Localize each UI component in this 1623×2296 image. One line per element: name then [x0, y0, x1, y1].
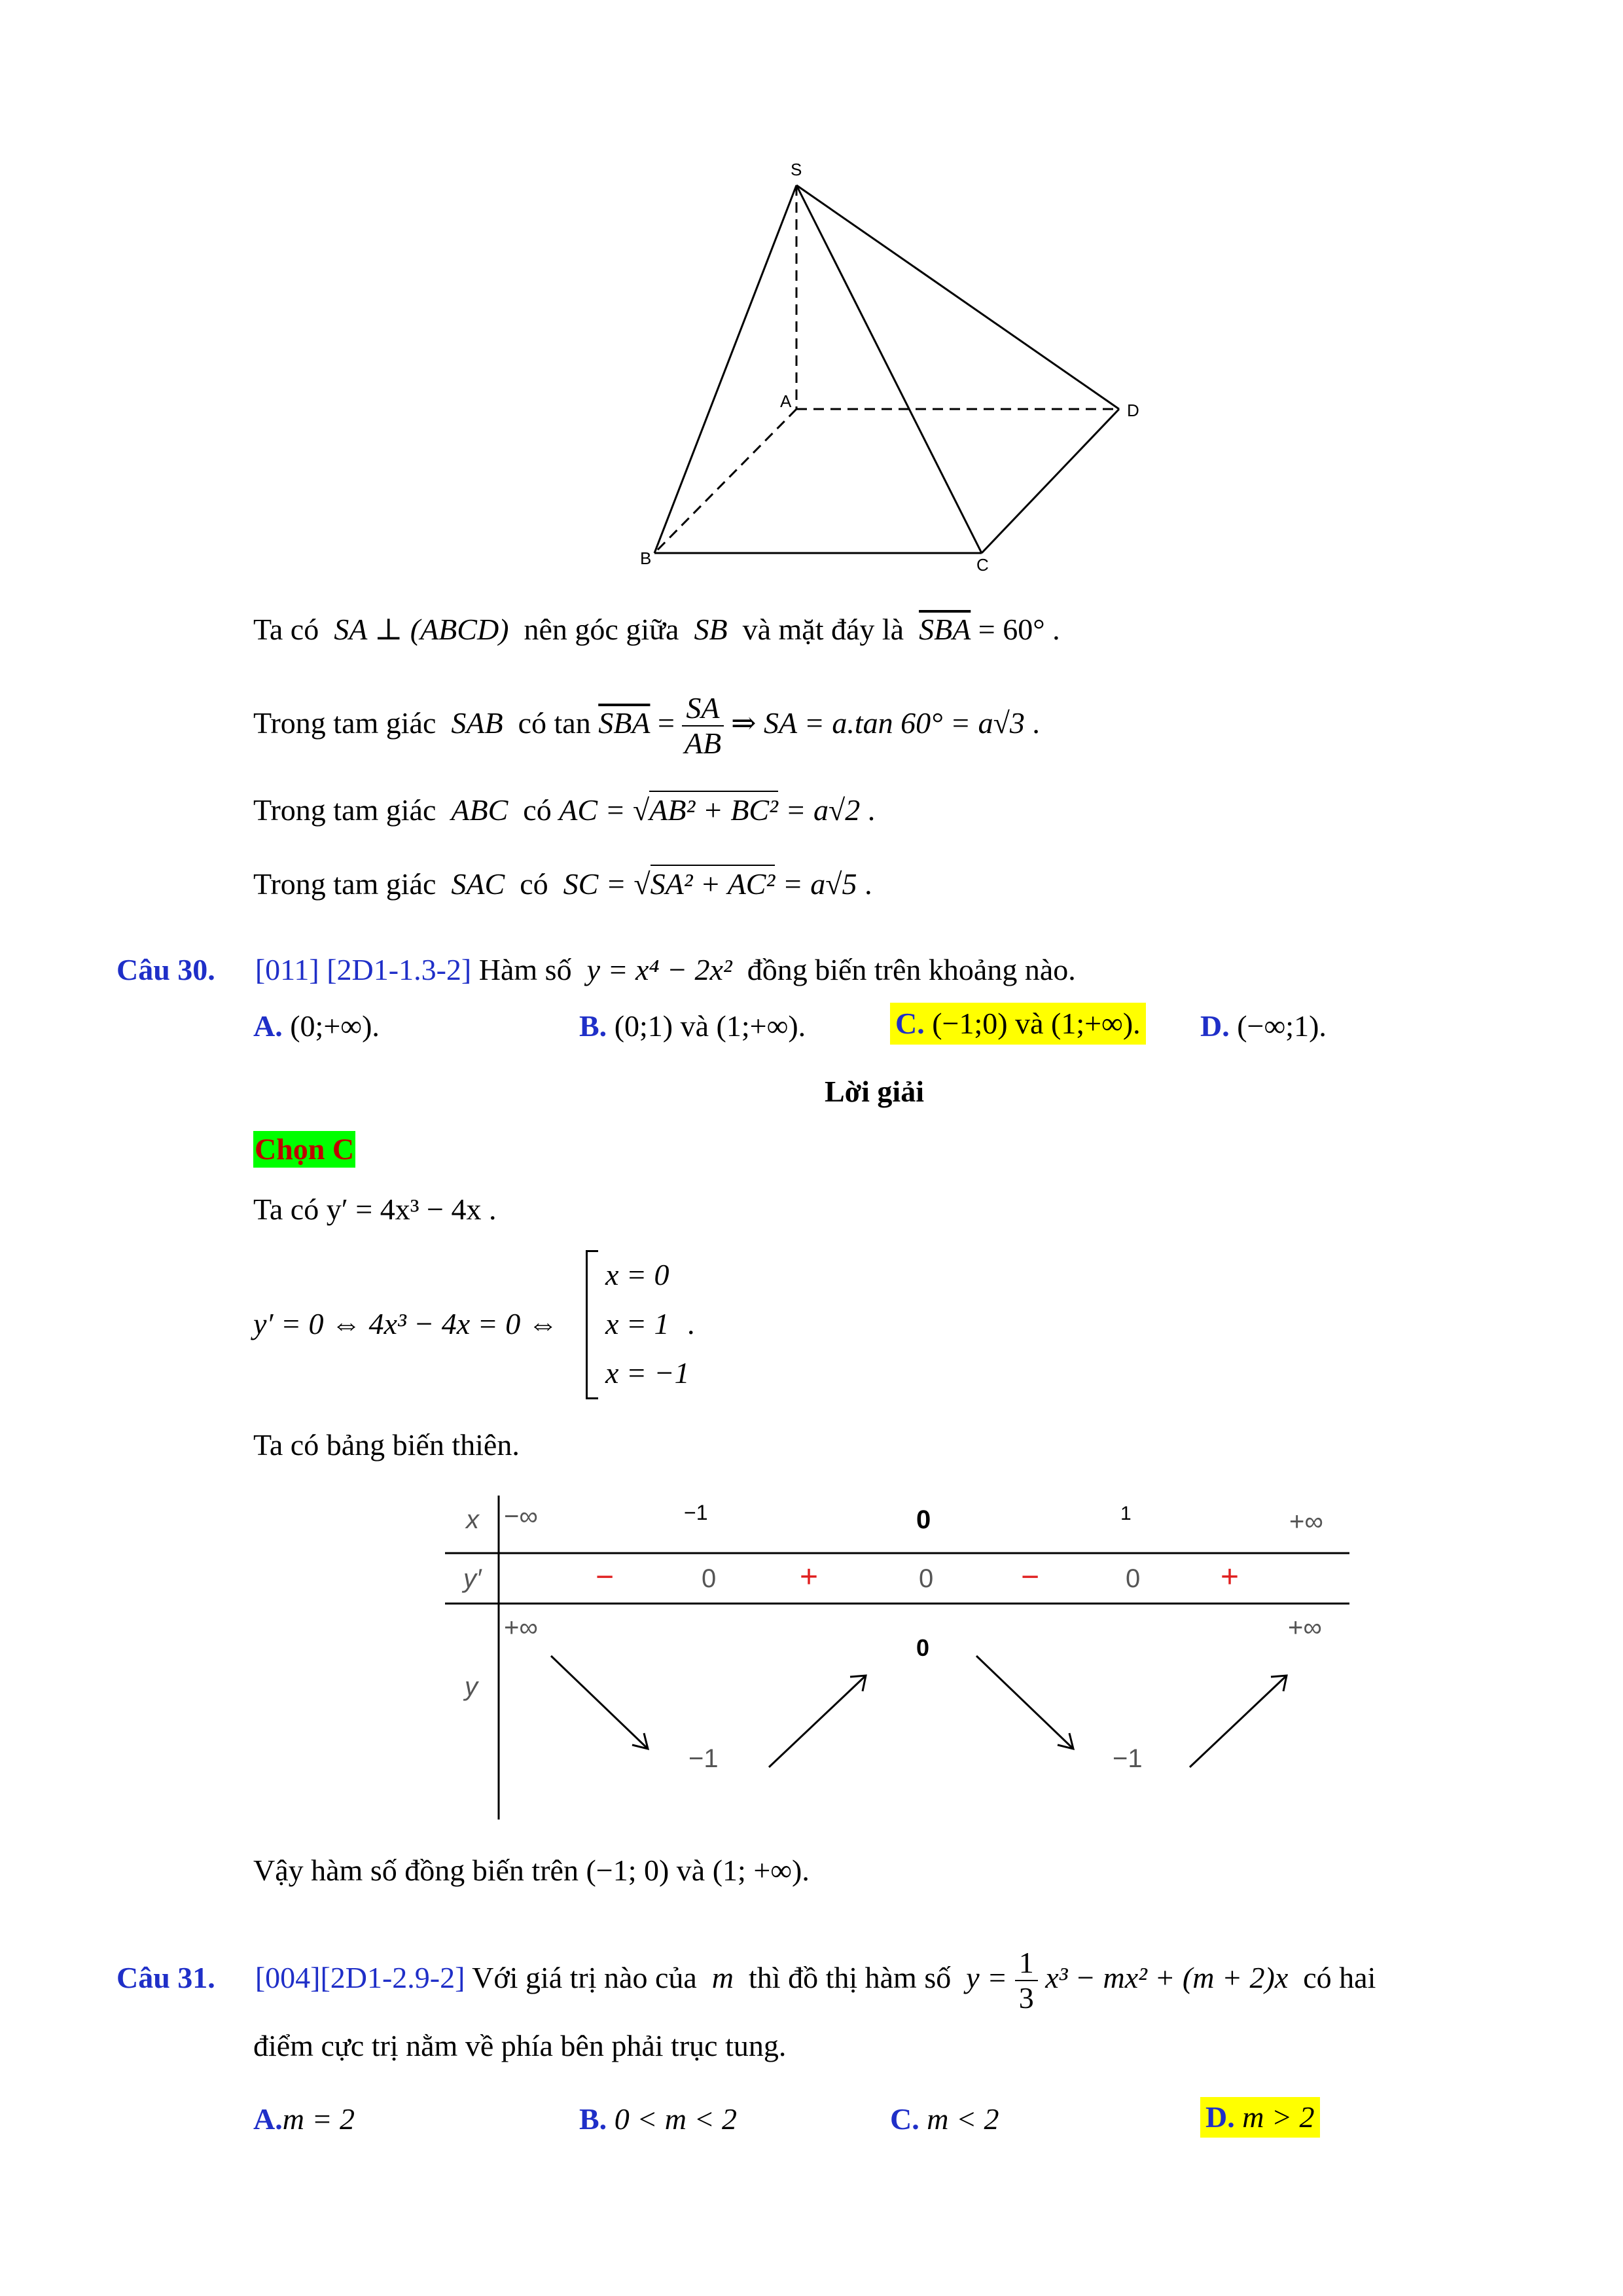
yp-sign-1: − — [596, 1560, 615, 1594]
vertex-b-label: B — [640, 548, 652, 568]
y-value-2: −1 — [688, 1744, 719, 1773]
q31-option-c[interactable]: C. m < 2 — [890, 2102, 999, 2136]
x-value-3: 0 — [916, 1505, 931, 1534]
vertex-d-label: D — [1127, 401, 1139, 420]
question-30-label: Câu 30. — [116, 953, 215, 986]
y-value-3: 0 — [916, 1634, 930, 1661]
question-30: Câu 30. [011] [2D1-1.3-2] Hàm số y = x⁴ − 2x² đồng biến trên khoảng nào. — [116, 953, 1076, 986]
chosen-answer: Chọn C — [253, 1131, 355, 1168]
question-31-line-2: điểm cực trị nằm về phía bên phải trục tung. — [253, 2029, 787, 2062]
yp-sign-2: + — [800, 1560, 819, 1594]
question-30-tags: [011] [2D1-1.3-2] — [255, 953, 472, 986]
q30-option-d[interactable]: D. (−∞;1). — [1200, 1009, 1327, 1043]
derivative-equation: y′ = 0 ⇔ 4x³ − 4x = 0 ⇔ — [253, 1307, 558, 1340]
x-value-4: 1 — [1120, 1503, 1132, 1524]
y-value-5: +∞ — [1288, 1613, 1322, 1642]
vertex-a-label: A — [780, 391, 792, 411]
yp-sign-3: − — [1021, 1560, 1040, 1594]
solution-line-1: Ta có SA ⊥ (ABCD) nên góc giữa SB và mặt đáy là $\overline{SBA} = 60^\circ$ . — [253, 613, 1060, 646]
solution-title: Lời giải — [825, 1075, 924, 1108]
root-3: x = −1 — [605, 1356, 690, 1390]
q31-option-a[interactable]: A.m = 2 — [253, 2102, 355, 2136]
conclusion: Vậy hàm số đồng biến trên (−1; 0) và (1; +∞). — [253, 1854, 810, 1887]
yp-zero-2: 0 — [919, 1564, 934, 1593]
solution-line-3: Trong tam giác ABC có AC = √AB² + BC² = a√2 . — [253, 792, 875, 829]
vertex-c-label: C — [976, 555, 989, 575]
x-value-5: +∞ — [1289, 1507, 1323, 1536]
y-value-1: +∞ — [504, 1613, 538, 1642]
q31-option-d[interactable]: D. m > 2 — [1200, 2097, 1320, 2138]
x-value-1: −∞ — [504, 1502, 538, 1531]
yp-zero-1: 0 — [702, 1564, 717, 1593]
root-1: x = 0 — [605, 1258, 669, 1291]
pyramid-figure — [615, 151, 1152, 583]
y-value-4: −1 — [1113, 1744, 1143, 1773]
roots-bracket — [586, 1250, 598, 1399]
x-value-2: −1 — [684, 1501, 708, 1524]
variation-table-intro: Ta có bảng biến thiên. — [253, 1428, 520, 1462]
q30-option-c[interactable]: C. (−1;0) và (1;+∞). — [890, 1003, 1146, 1045]
derivative-line: Ta có y′ = 4x³ − 4x . — [253, 1193, 497, 1226]
q31-option-b[interactable]: B. 0 < m < 2 — [579, 2102, 737, 2136]
root-2: x = 1 — [605, 1307, 669, 1340]
question-31-tags: [004][2D1-2.9-2] — [255, 1961, 465, 1994]
roots-end: . — [687, 1307, 695, 1340]
question-31: Câu 31. [004][2D1-2.9-2] Với giá trị nào của m thì đồ thị hàm số y = $\frac{1}{3}$ x³ − mx² + (m + 2)x có hai — [116, 1946, 1376, 2015]
q30-option-b[interactable]: B. (0;1) và (1;+∞). — [579, 1009, 806, 1043]
vertex-s-label: S — [791, 160, 802, 179]
yp-sign-4: + — [1221, 1560, 1240, 1594]
question-31-label: Câu 31. — [116, 1961, 215, 1994]
q30-option-a[interactable]: A. (0;+∞). — [253, 1009, 380, 1043]
fraction-sa-ab: $\frac{SA}{AB}$ — [682, 691, 723, 761]
table-yp-label: y′ — [463, 1564, 482, 1593]
solution-line-4: Trong tam giác SAC có SC = √SA² + AC² = a√5 . — [253, 866, 872, 903]
table-x-label: x — [466, 1505, 479, 1534]
fraction-one-third: $\frac{1}{3}$ — [1015, 1946, 1038, 2015]
table-y-label: y — [465, 1672, 478, 1701]
yp-zero-3: 0 — [1126, 1564, 1141, 1593]
variation-table — [438, 1486, 1355, 1826]
solution-line-2: Trong tam giác SAB có $\tan \overline{SBA}$ = $\frac{SA}{AB}$ ⇒ SA = a.tan 60° = a√3 . — [253, 691, 1040, 761]
